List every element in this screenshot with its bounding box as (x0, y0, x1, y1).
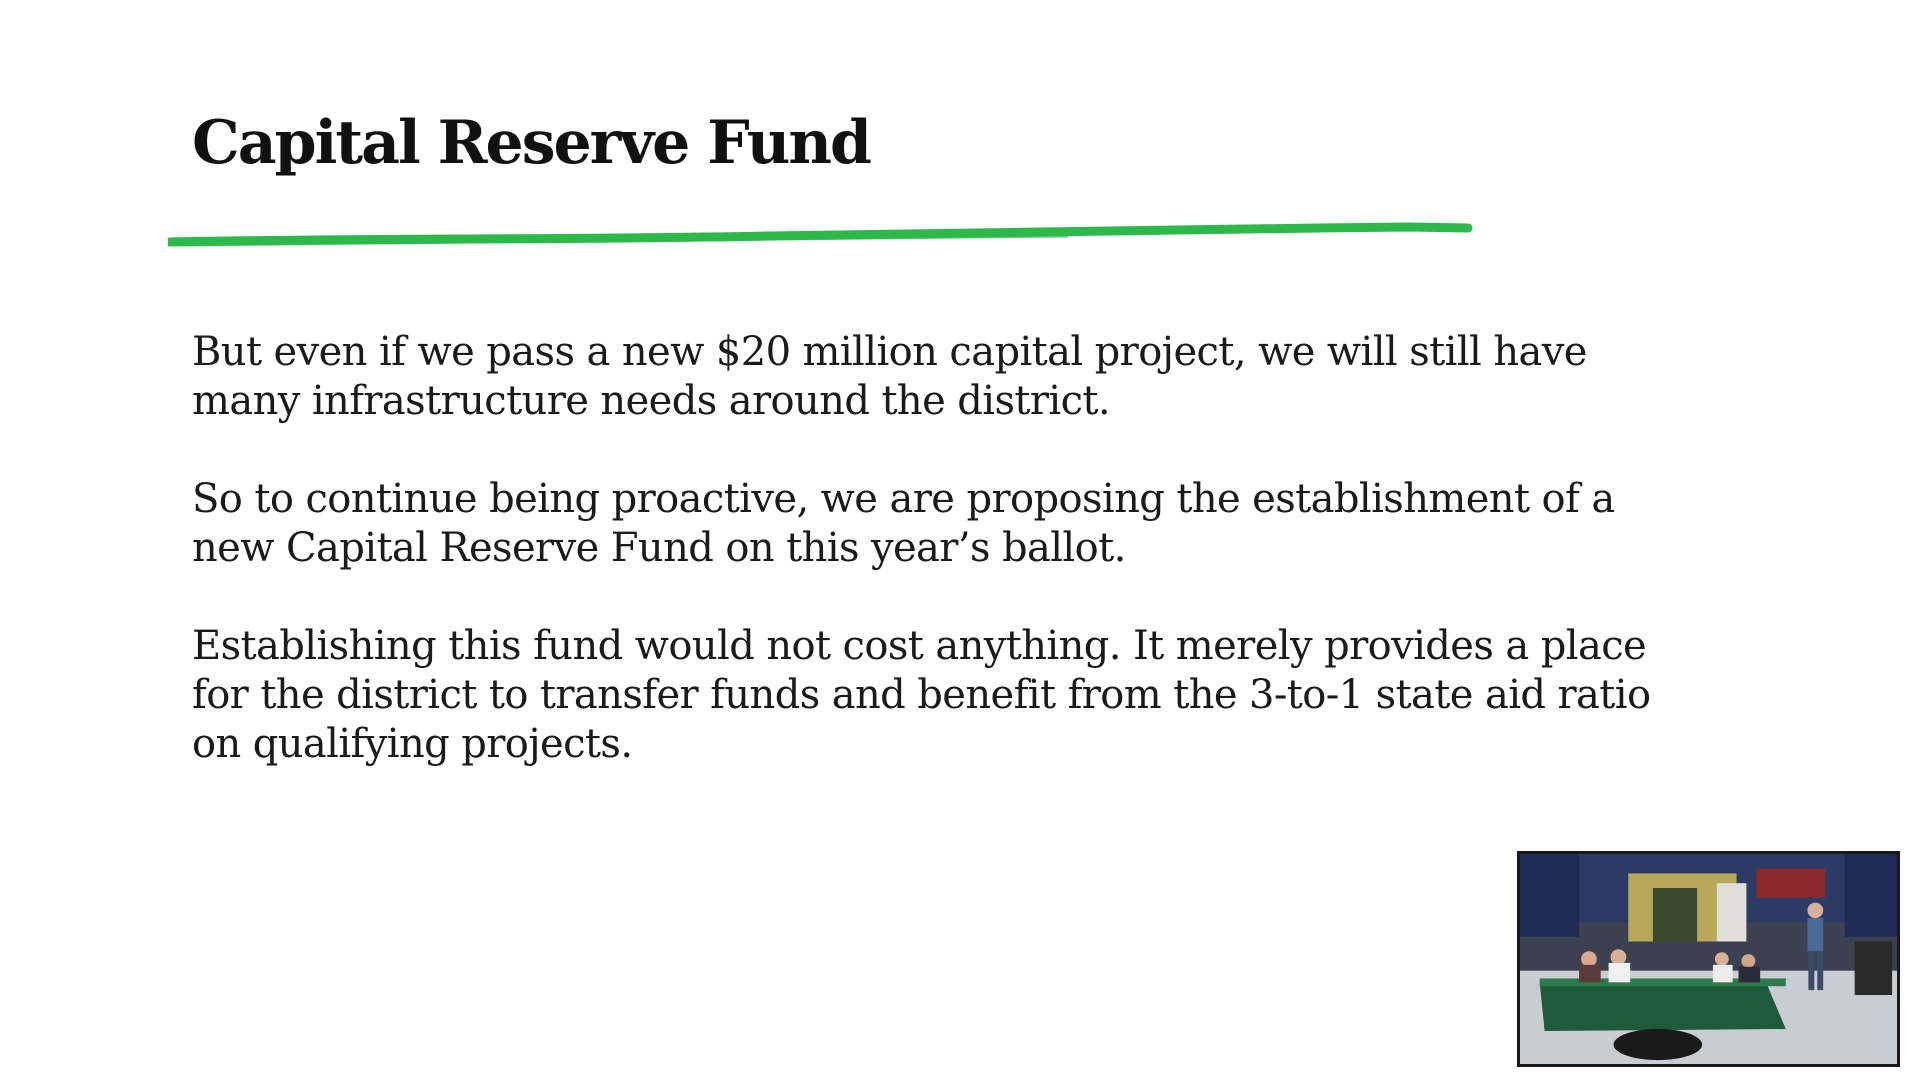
paragraph-proposal: So to continue being proactive, we are proposing the establishment of a new Capital Reserve Fund on this year’s ballot. (192, 476, 1615, 571)
paragraph-capital-project: But even if we pass a new $20 million capital project, we will still have many infrastructure needs around the district. (192, 329, 1587, 424)
slide-title: Capital Reserve Fund (192, 108, 870, 178)
green-brush-underline (168, 222, 1478, 250)
meeting-video-inset[interactable] (1517, 851, 1900, 1067)
slide-body (192, 328, 1692, 818)
paragraph-cost: Establishing this fund would not cost anything. It merely provides a place for the district to transfer funds and benefit from the 3-to-1 state aid ratio on qualifying projects. (192, 623, 1651, 767)
meeting-video-feed-icon (1520, 854, 1897, 1064)
